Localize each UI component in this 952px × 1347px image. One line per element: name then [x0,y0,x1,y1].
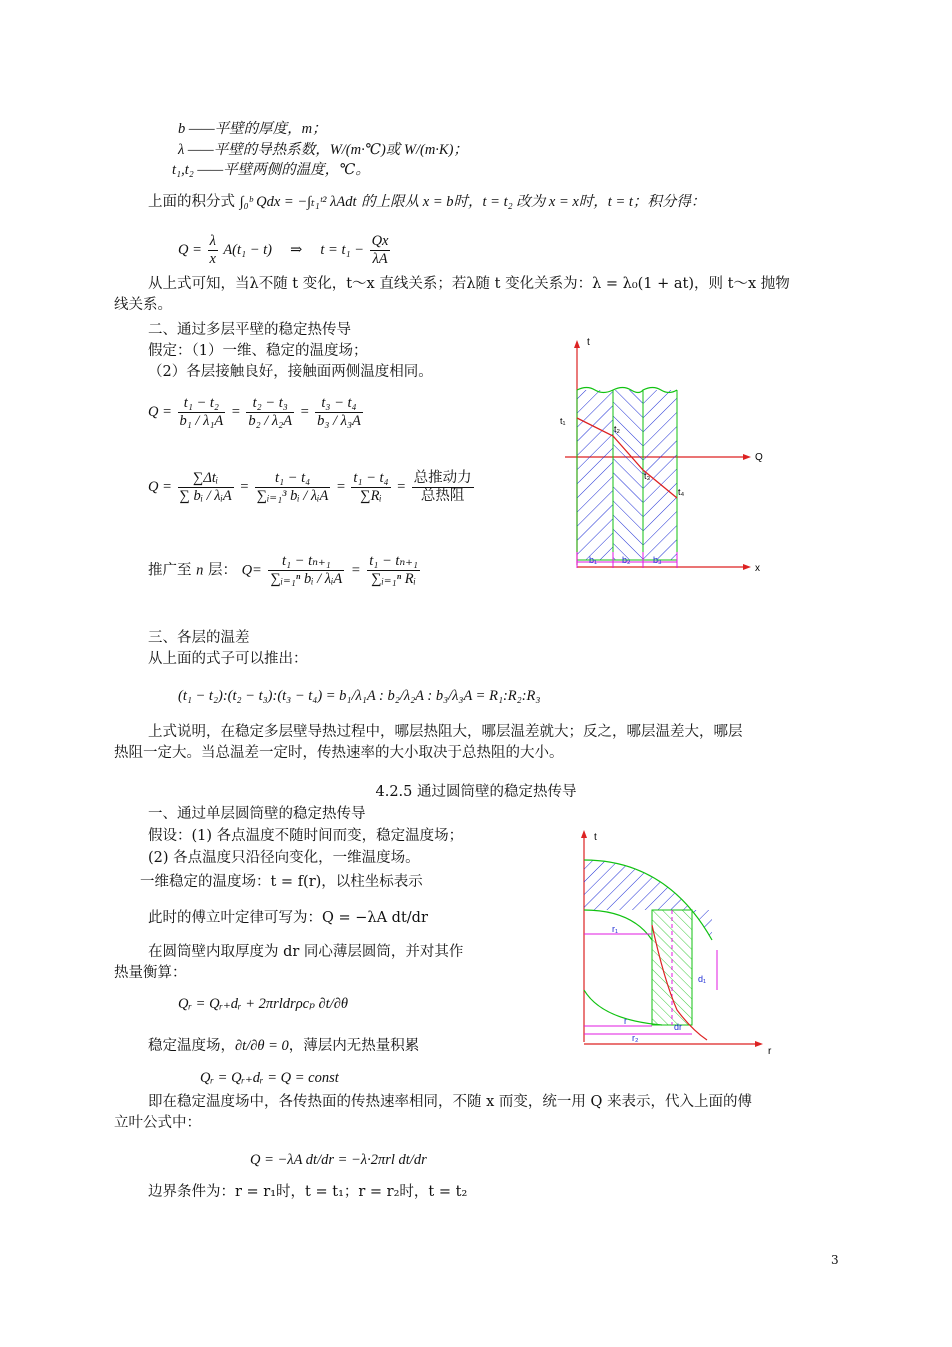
equation-fourier-cylinder: Q = −λA dt/dr = −λ·2πrl dt/dr [250,1152,427,1168]
t-axis-arrow-icon [574,340,580,348]
integral-expression: ∫₀ᵇ Qdx = −∫ₜ₁ᵗ² λAdt [239,194,357,210]
equation-heat-balance: Qᵣ = Qᵣ₊dᵣ + 2πrldrρcₚ ∂t/∂θ [178,996,349,1012]
page-number: 3 [831,1253,839,1267]
conclusion-line2: 热阻一定大。当总温差一定时，传热速率的大小取决于总热阻的大小。 [114,745,564,761]
equation-q-x: Q = $\frac{\lambda}{x}$ A(t₁ − t) ⇒ t = t₁ − $\frac{Qx}{\lambda A}$ [178,233,389,267]
boundary-conditions: 边界条件为：r = r₁时，t = t₁；r = r₂时，t = t₂ [148,1184,468,1200]
outer-shell-hatch [584,860,712,940]
section2-assume2: （2）各层接触良好，接触面两侧温度相同。 [148,364,433,380]
layer1-wall [577,390,613,560]
fig1-label-x: x [755,563,760,574]
equation-n-layer: 推广至 n 层： Q= $\frac{\text{t₁ − tₙ₊₁}}{\text{∑ᵢ₌₁ⁿ bᵢ / λᵢA}}$ = $\frac{\text{t₁ − tₙ₊₁}}{\text{∑ᵢ₌₁ⁿ Rᵢ}}$ [148,553,418,587]
uniform-rate-line2: 立叶公式中： [114,1115,201,1131]
lower-arc [584,990,662,1025]
fig1-label-t3: t₃ [644,471,651,481]
section4-title: 一、通过单层圆筒壁的稳定热传导 [148,806,366,822]
section4-shell1: 在圆筒壁内取厚度为 dr 同心薄层圆筒，并对其作 [148,944,464,960]
conclusion-line1: 上式说明，在稳定多层壁导热过程中，哪层热阻大，哪层温差就大；反之，哪层温差大，哪层 [148,724,743,740]
heading-4-2-5: 4.2.5 通过圆筒壁的稳定热传导 [375,784,577,800]
fig1-label-b1: b₁ [589,555,598,565]
q-axis-arrow-icon [743,454,751,460]
section3-title: 三、各层的温差 [148,630,250,646]
r-axis-arrow-icon [755,1041,763,1047]
fig1-label-t: t [587,337,590,348]
equation-three-layer: Q = $\frac{\text{t₁ − t₂}}{\text{b₁ / λ₁A}}$ = $\frac{\text{t₂ − t₃}}{\text{b₂ / λ₂A}}$ = $\frac{\text{t₃ − t₄}}{\text{b₃ / λ₃A}}$ [148,395,361,429]
section2-assume1: 假定：（1）一维、稳定的温度场； [148,343,368,359]
fig1-label-q: Q [755,452,763,463]
steady-state-line: 稳定温度场，∂t/∂θ = 0，薄层内无热量积累 [148,1038,420,1054]
layer2-wall [613,390,643,560]
equation-constant-q: Qᵣ = Qᵣ₊dᵣ = Q = const [200,1070,339,1086]
multilayer-wall-figure [560,337,765,590]
lambda-relation-line2: 线关系。 [114,297,172,313]
fig2-label-r1: r₁ [612,924,619,934]
fig2-label-d: d₁ [698,974,707,984]
lambda-relation-line1: 从上式可知，当λ不随 t 变化，t～x 直线关系；若λ随 t 变化关系为：λ = λ₀(1 + at)，则 t～x 抛物 [148,276,790,292]
t-axis-arrow-icon [581,830,587,838]
fig2-label-t: t [594,832,597,843]
section4-field: 一维稳定的温度场：t = f(r)，以柱坐标表示 [140,874,423,890]
fig2-label-dr: dr [674,1022,683,1032]
equation-sum: Q = $\frac{\text{∑Δtᵢ}}{\text{∑ bᵢ / λᵢA}}$ = $\frac{\text{t₁ − t₄}}{\text{∑ᵢ₌₁³ bᵢ / λᵢA}}$ = $\frac{\text{t₁ − t₄}}{\text{∑Rᵢ}}$ = $\frac{\text{总推动力}}{\text{总热阻}}$ [148,470,472,504]
equation-ratio: (t₁ − t₂):(t₂ − t₃):(t₃ − t₄) = b₁/λ₁A : b₂/λ₂A : b₃/λ₃A = R₁:R₂:R₃ [178,688,541,704]
def-t12: t₁,t₂ ——平壁两侧的温度，℃。 [172,162,370,178]
fig1-label-t4: t₄ [678,487,685,497]
section4-assume2: (2) 各点温度只沿径向变化，一维温度场。 [148,850,420,866]
def-b: b ——平壁的厚度，m； [178,121,327,137]
section4-fourier: 此时的傅立叶定律可写为：Q = −λA dt/dr [148,910,428,926]
uniform-rate-line1: 即在稳定温度场中，各传热面的传热速率相同，不随 x 而变，统一用 Q 来表示，代入上面的傅 [148,1094,752,1110]
cylinder-wall-figure [572,830,772,1060]
section2-title: 二、通过多层平壁的稳定热传导 [148,322,351,338]
x-axis-arrow-icon [743,564,751,570]
fig1-label-t1: t₁ [560,416,566,426]
fig1-label-b3: b₃ [653,555,662,565]
def-lambda: λ ——平壁的导热系数，W/(m·℃)或 W/(m·K)； [178,142,468,158]
fig2-label-r: r [768,1046,772,1057]
fig2-label-r2: r₂ [632,1033,639,1043]
section4-shell2: 热量衡算： [114,965,187,981]
section4-assume1: 假设：(1) 各点温度不随时间而变，稳定温度场； [148,828,464,844]
fig2-label-rr: r [624,1016,627,1026]
integral-paragraph: 上面的积分式 ∫₀ᵇ Qdx = −∫ₜ₁ᵗ² λAdt 的上限从 x = b时，t = t₂ 改为 x = x时，t = t；积分得： [148,194,706,210]
section3-line: 从上面的式子可以推出： [148,651,308,667]
fig1-label-b2: b₂ [622,555,631,565]
fig1-label-t2: t₂ [614,424,620,434]
